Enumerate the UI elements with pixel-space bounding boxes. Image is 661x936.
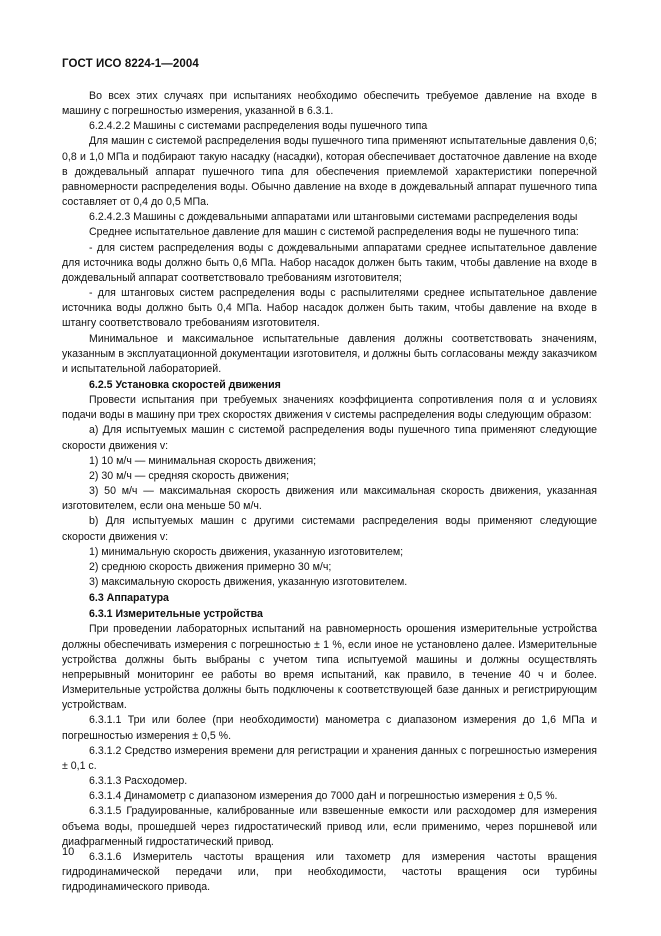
body-paragraph: 6.2.4.2.2 Машины с системами распределения воды пушечного типа: [89, 120, 428, 133]
body-paragraph: 6.3.1.5 Градуированные, калиброванные или взвешенные емкости или расходомер для измерения объема воды, прошедшей через гидростатический привод или, если применимо, через поршневой или диафрагменный гидростатический привод.: [62, 805, 597, 848]
body-paragraph: 6.3.1.3 Расходомер.: [89, 775, 188, 788]
body-paragraph: Среднее испытательное давление для машин с системой распределения воды не пушечного типа:: [89, 226, 579, 239]
body-paragraph: 2) 30 м/ч — средняя скорость движения;: [89, 469, 290, 482]
section-heading: 6.2.5 Установка скоростей движения: [89, 378, 281, 391]
body-paragraph: Для машин с системой распределения воды пушечного типа применяют испытательные давления 0,6; 0,8 и 1,0 МПа и подбирают такую насадку (насадки), которая обеспечивает достаточное давление на входе в дождевальный аппарат пушечного типа для обеспечения приемлемой характеристики поперечной равномерности распределения воды. Обычно давление на входе в дождевальный аппарат пушечного типа составляет от 0,4 до 0,5 МПа.: [62, 135, 597, 209]
body-paragraph: 3) максимальную скорость движения, указанную изготовителем.: [89, 576, 408, 588]
document-body: [62, 89, 597, 895]
body-paragraph: 1) 10 м/ч — минимальная скорость движения;: [89, 454, 317, 467]
body-paragraph: - для систем распределения воды с дождевальными аппаратами среднее испытательное давление для источника воды должно быть 0,6 МПа. Набор насадок должен быть таким, чтобы давление на входе в дождевальный аппарат соответствовало требованиям изготовителя;: [62, 241, 597, 284]
body-paragraph: 1) минимальную скорость движения, указанную изготовителем;: [89, 545, 404, 558]
body-paragraph: Во всех этих случаях при испытаниях необходимо обеспечить требуемое давление на входе в машину с погрешностью измерения, указанной в 6.3.1.: [62, 90, 597, 118]
section-heading: 6.3.1 Измерительные устройства: [89, 608, 263, 621]
body-paragraph: a) Для испытуемых машин с системой распределения воды пушечного типа применяют следующие скорости движения v:: [62, 424, 597, 452]
body-paragraph: Минимальное и максимальное испытательные давления должны соответствовать значениям, указанным в эксплуатационной документации изготовителя, и должны быть согласованы между заказчиком и испытательной лабораторией.: [62, 332, 597, 375]
body-paragraph: 6.3.1.4 Динамометр с диапазоном измерения до 7000 даН и погрешностью измерения ± 0,5 %.: [89, 790, 558, 803]
page-number: 10: [62, 846, 75, 858]
body-paragraph: b) Для испытуемых машин с другими системами распределения воды применяют следующие скорости движения v:: [62, 515, 597, 543]
body-paragraph: 6.3.1.2 Средство измерения времени для регистрации и хранения данных с погрешностью измерения ± 0,1 с.: [62, 744, 597, 772]
body-paragraph: Провести испытания при требуемых значениях коэффициента сопротивления поля α и условиях подачи воды в машину при трех скоростях движения v системы распределения воды следующим образом:: [62, 394, 597, 422]
body-paragraph: 2) среднюю скорость движения примерно 30 м/ч;: [89, 560, 332, 573]
document-header-title: ГОСТ ИСО 8224-1—2004: [62, 58, 199, 70]
body-paragraph: 6.3.1.1 Три или более (при необходимости) манометра с диапазоном измерения до 1,6 МПа и погрешностью измерения ± 0,5 %.: [62, 714, 597, 742]
body-paragraph: 6.2.4.2.3 Машины с дождевальными аппаратами или штанговыми системами распределения воды: [89, 211, 578, 224]
body-paragraph: 3) 50 м/ч — максимальная скорость движения или максимальная скорость движения, указанная изготовителем, если она меньше 50 м/ч.: [62, 485, 597, 513]
body-paragraph: При проведении лабораторных испытаний на равномерность орошения измерительные устройства должны обеспечивать измерения с погрешностью ± 1 %, если иное не установлено далее. Измерительные устройства должны быть выбраны с учетом типа испытуемой машины и должны осуществлять непрерывный мониторинг ее работы во время испытаний, как правило, в течение 40 ч и более. Измерительные устройства должны быть подключены к соответствующей базе данных и регистрирующим устройствам.: [62, 623, 597, 712]
body-paragraph: - для штанговых систем распределения воды с распылителями среднее испытательное давление источника воды должно быть 0,4 МПа. Набор насадок должен быть таким, чтобы давление на входе в штангу соответствовало требованиям изготовителя.: [62, 287, 597, 330]
body-paragraph: 6.3.1.6 Измеритель частоты вращения или тахометр для измерения частоты вращения гидродинамической передачи или, при необходимости, частоты вращения оси турбины гидродинамического привода.: [62, 850, 597, 894]
section-heading: 6.3 Аппаратура: [89, 592, 169, 605]
